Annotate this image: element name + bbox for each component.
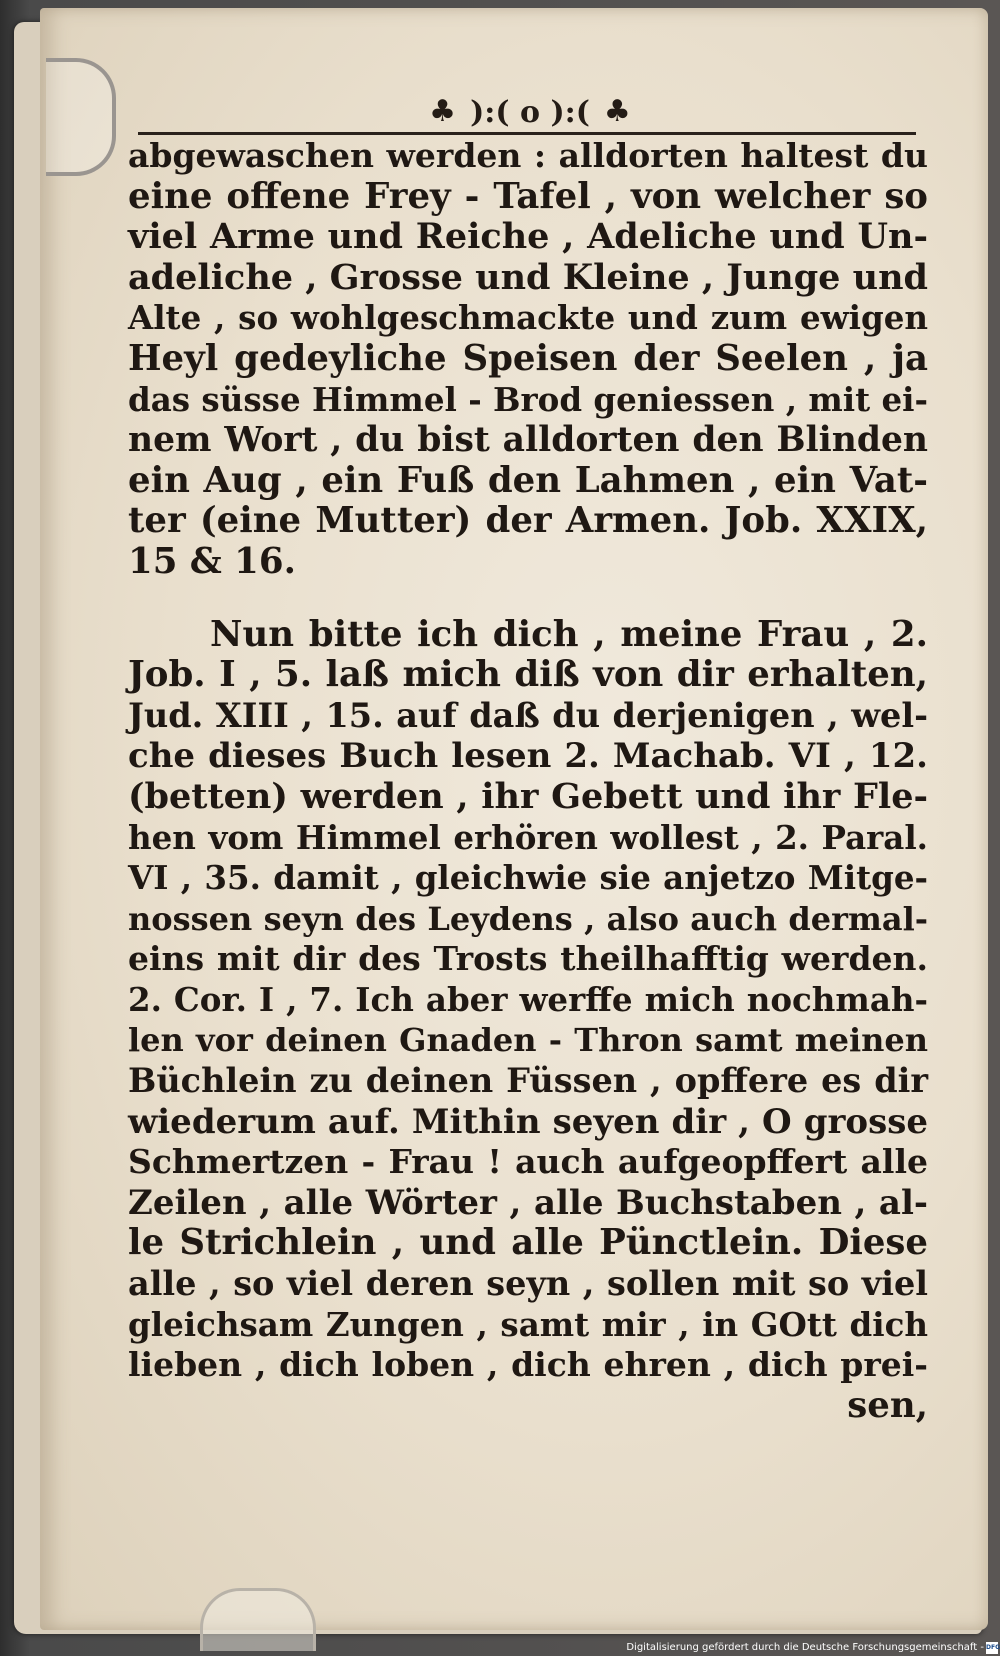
text-line: hen vom Himmel erhören wollest , 2. Paral.	[128, 817, 928, 857]
text-line: Job. I , 5. laß mich diß von dir erhalten,	[128, 654, 928, 696]
text-line: (betten) werden , ihr Gebett und ihr Fle-	[128, 775, 928, 817]
text-line: Zeilen , alle Wörter , alle Buchstaben , al-	[128, 1182, 928, 1223]
text-line: ein Aug , ein Fuß den Lahmen , ein Vat-	[128, 459, 928, 501]
text-line: eine offene Frey - Tafel , von welcher so	[128, 175, 928, 217]
text-line: abgewaschen werden : alldorten haltest du	[128, 136, 928, 175]
text-line: len vor deinen Gnaden - Thron samt meinen	[128, 1021, 928, 1060]
catchword: sen,	[847, 1384, 928, 1426]
ornament-left-icon: ♣	[429, 94, 457, 129]
text-line: nem Wort , du bist alldorten den Blinden	[128, 420, 928, 461]
text-line: Heyl gedeyliche Speisen der Seelen , ja	[128, 337, 928, 379]
text-line: alle , so viel deren seyn , sollen mit so viel	[128, 1264, 928, 1304]
header-center: ):( o ):(	[470, 94, 590, 130]
page-clip	[46, 58, 116, 176]
text-line: Schmertzen - Frau ! auch aufgeopffert alle	[128, 1142, 928, 1182]
text-line: das süsse Himmel - Brod geniessen , mit ei-	[128, 379, 928, 419]
text-line: VI , 35. damit , gleichwie sie anjetzo Mitge-	[128, 858, 928, 898]
text-line: Büchlein zu deinen Füssen , opffere es dir	[128, 1061, 928, 1101]
paragraph-gap	[128, 583, 928, 615]
text-line: viel Arme und Reiche , Adeliche und Un-	[128, 216, 928, 258]
ornament-right-icon: ♣	[603, 94, 631, 129]
text-line: che dieses Buch lesen 2. Machab. VI , 12.	[128, 736, 928, 777]
text-line: Nun bitte ich dich , meine Frau , 2.	[210, 613, 928, 655]
text-line: wiederum auf. Mithin seyen dir , O grosse	[128, 1101, 928, 1142]
text-block	[128, 136, 928, 1426]
dfg-logo-icon: DFG	[986, 1642, 998, 1654]
header-rule	[138, 132, 916, 135]
text-line: ter (eine Mutter) der Armen. Job. XXIX,	[128, 500, 928, 542]
text-line: le Strichlein , und alle Pünctlein. Diese	[128, 1222, 928, 1264]
text-line: gleichsam Zungen , samt mir , in GOtt dich	[128, 1304, 928, 1344]
bottom-tab	[200, 1588, 316, 1651]
text-line: Alte , so wohlgeschmackte und zum ewigen	[128, 298, 928, 338]
text-line: eins mit dir des Trosts theilhafftig werden.	[128, 939, 928, 979]
page-header	[380, 92, 680, 132]
text-line: nossen seyn des Leydens , also auch dermal-	[128, 899, 928, 938]
text-line: lieben , dich loben , dich ehren , dich prei-	[128, 1345, 928, 1385]
text-line: 15 & 16.	[128, 540, 296, 582]
text-line: Jud. XIII , 15. auf daß du derjenigen , wel-	[128, 695, 928, 735]
text-line: adeliche , Grosse und Kleine , Junge und	[128, 256, 928, 298]
digitization-note: Digitalisierung gefördert durch die Deutsche Forschungsgemeinschaft -	[626, 1642, 984, 1653]
text-line: 2. Cor. I , 7. Ich aber werffe mich nochmah-	[128, 979, 928, 1019]
